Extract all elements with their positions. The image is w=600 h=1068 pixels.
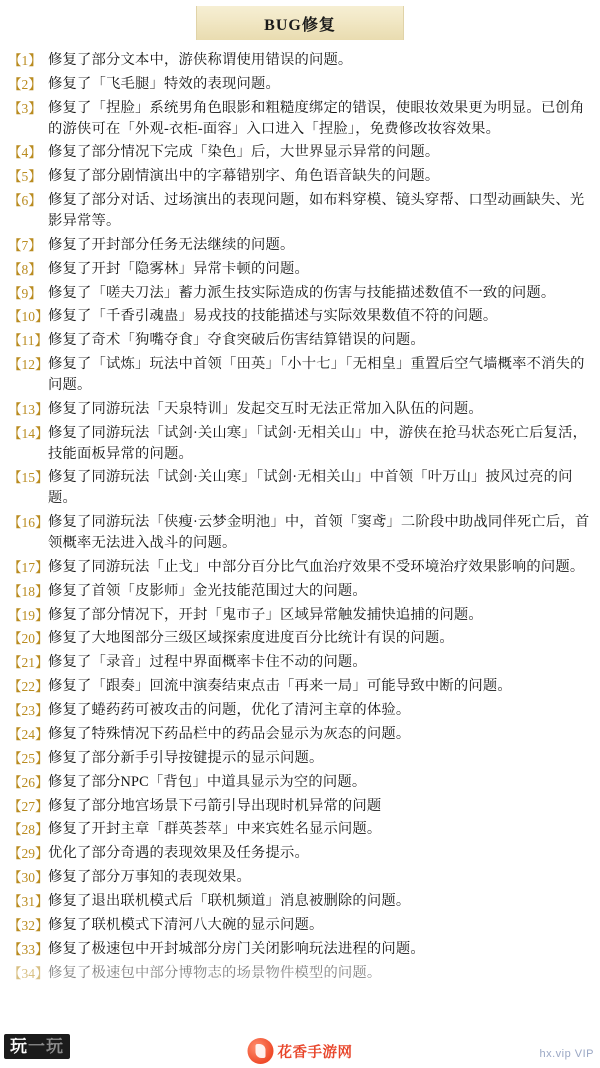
watermark-left-badge [4,1034,70,1059]
list-item [8,423,590,465]
list-item-number: 【28】 [8,822,49,838]
list-item-number: 【23】 [8,703,49,719]
list-item [8,796,590,817]
list-item [8,963,590,984]
list-item [8,330,590,351]
list-item-text: 修复了「飞毛腿」特效的表现问题。 [48,75,280,92]
watermark-right-text: hx.vip VIP [539,1048,594,1060]
list-item [8,142,590,163]
list-item-number: 【4】 [8,145,42,161]
list-item-text: 修复了「千香引魂蛊」易戎技的技能描述与实际效果数值不符的问题。 [48,308,498,325]
list-item [8,557,590,578]
list-item-text: 修复了特殊情况下药品栏中的药品会显示为灰态的问题。 [48,725,411,742]
site-logo-icon [248,1038,274,1064]
list-item-text: 修复了「捏脸」系统男角色眼影和粗糙度绑定的错误，使眼妆效果更为明显。已创角的游侠可在「外观-衣柜-面容」入口进入「捏脸」，免费修改妆容效果。 [48,99,585,137]
list-item [8,724,590,745]
list-item [8,628,590,649]
list-item-number: 【24】 [8,726,49,742]
list-item-number: 【9】 [8,285,42,301]
list-item [8,748,590,769]
list-item [8,190,590,232]
list-item-text: 修复了同游玩法「止戈」中部分百分比气血治疗效果不受环境治疗效果影响的问题。 [48,558,585,575]
list-item-text: 修复了部分情况下，开封「鬼市子」区域异常触发捕快追捕的问题。 [48,606,483,623]
list-item-text: 修复了部分地宫场景下弓箭引导出现时机异常的问题 [48,797,382,814]
list-item-text: 修复了同游玩法「试剑·关山寒」「试剑·无相关山」中，游侠在抢马状态死亡后复活，技能面板异常的问题。 [48,424,588,462]
list-item-text: 修复了「试炼」玩法中首领「田英」「小十七」「无相皇」重置后空气墙概率不消失的问题。 [48,356,585,394]
list-item-number: 【31】 [8,893,49,909]
list-item-number: 【34】 [8,965,49,981]
list-item-text: 修复了部分对话、过场演出的表现问题，如布料穿模、镜头穿帮、口型动画缺失、光影异常等。 [48,192,585,230]
list-item-number: 【29】 [8,846,49,862]
list-item-text: 修复了蜷药药可被攻击的问题，优化了清河主章的体验。 [48,702,411,719]
list-item-number: 【22】 [8,679,49,695]
list-item [8,306,590,327]
list-item-text: 修复了同游玩法「天泉特训」发起交互时无法正常加入队伍的问题。 [48,400,483,417]
list-item-text: 修复了首领「皮影师」金光技能范围过大的问题。 [48,582,367,599]
list-item-number: 【11】 [8,333,48,349]
list-item-text: 修复了同游玩法「试剑·关山寒」「试剑·无相关山」中首领「叶万山」披风过亮的问题。 [48,469,573,507]
list-item [8,915,590,936]
list-item [8,819,590,840]
list-item [8,354,590,396]
list-item [8,700,590,721]
list-item-number: 【15】 [8,470,49,486]
list-item-text: 修复了极速包中部分博物志的场景物件模型的问题。 [48,964,382,981]
list-item-number: 【26】 [8,774,49,790]
list-item-text: 修复了奇术「狗嘴夺食」夺食突破后伤害结算错误的问题。 [48,332,425,349]
watermark-right [539,1044,594,1062]
list-item [8,867,590,888]
list-item [8,843,590,864]
list-item [8,652,590,673]
list-item [8,50,590,71]
list-item [8,74,590,95]
list-item-text: 修复了开封部分任务无法继续的问题。 [48,236,295,253]
watermark-center-text: 花香手游网 [277,1044,353,1061]
list-item-text: 修复了部分万事知的表现效果。 [48,869,251,886]
list-item-number: 【21】 [8,655,49,671]
title-banner [196,6,404,40]
list-item-text: 修复了同游玩法「侠瘦·云梦金明池」中，首领「窦鸢」二阶段中助战同伴死亡后，首领概率无法进入战斗的问题。 [48,514,590,552]
list-item-number: 【6】 [8,193,42,209]
list-item-number: 【16】 [8,515,49,531]
list-item [8,283,590,304]
list-item-number: 【1】 [8,53,42,68]
list-item-text: 修复了大地图部分三级区域探索度进度百分比统计有误的问题。 [48,630,454,647]
list-item-text: 修复了「跟奏」回流中演奏结束点击「再来一局」可能导致中断的问题。 [48,678,512,695]
watermark-left [4,1026,88,1066]
list-item-text: 修复了部分文本中，游侠称谓使用错误的问题。 [48,52,353,68]
list-item-number: 【33】 [8,941,49,957]
page-title: BUG修复 [264,16,336,34]
list-item [8,605,590,626]
list-item-text: 优化了部分奇遇的表现效果及任务提示。 [48,845,309,862]
list-item-number: 【27】 [8,798,49,814]
list-item-number: 【17】 [8,559,49,575]
watermark-left-dim: 一玩 [28,1036,64,1056]
list-item-number: 【19】 [8,607,49,623]
list-item-number: 【2】 [8,76,42,92]
list-item-number: 【13】 [8,401,49,417]
list-item [8,399,590,420]
list-item-number: 【12】 [8,357,49,373]
list-item [8,891,590,912]
watermark-left-main: 玩 [10,1036,28,1056]
list-item-text: 修复了部分情况下完成「染色」后，大世界显示异常的问题。 [48,144,440,161]
list-item-number: 【10】 [8,309,49,325]
list-item-text: 修复了开封「隐雾林」异常卡顿的问题。 [48,260,309,277]
list-item-number: 【3】 [8,100,42,116]
list-item-text: 修复了部分NPC「背包」中道具显示为空的问题。 [48,773,367,790]
bugfix-list [0,46,600,983]
list-item-number: 【7】 [8,237,42,253]
list-item-number: 【30】 [8,870,49,886]
list-item-text: 修复了联机模式下清河八大碗的显示问题。 [48,916,324,933]
list-item-text: 修复了退出联机模式后「联机频道」消息被删除的问题。 [48,892,411,909]
list-item-text: 修复了部分新手引导按键提示的显示问题。 [48,749,324,766]
list-item [8,259,590,280]
list-item-number: 【25】 [8,750,49,766]
list-item [8,676,590,697]
list-item-number: 【20】 [8,631,49,647]
list-item [8,939,590,960]
list-item [8,98,590,140]
list-item-text: 修复了极速包中开封城部分房门关闭影响玩法进程的问题。 [48,940,425,957]
watermark-center [248,1038,353,1064]
list-item-number: 【8】 [8,261,42,277]
list-item [8,772,590,793]
list-item-number: 【5】 [8,169,42,185]
list-item [8,166,590,187]
list-item-text: 修复了「录音」过程中界面概率卡住不动的问题。 [48,654,367,671]
list-item [8,467,590,509]
list-item [8,235,590,256]
title-container [0,0,600,46]
list-item [8,512,590,554]
list-item-number: 【32】 [8,917,49,933]
list-item-text: 修复了「嗟夫刀法」蓄力派生技实际造成的伤害与技能描述数值不一致的问题。 [48,284,556,301]
list-item-text: 修复了开封主章「群英荟萃」中来宾姓名显示问题。 [48,821,382,838]
list-item [8,581,590,602]
list-item-number: 【18】 [8,583,49,599]
list-item-text: 修复了部分剧情演出中的字幕错别字、角色语音缺失的问题。 [48,168,440,185]
list-item-number: 【14】 [8,425,49,441]
